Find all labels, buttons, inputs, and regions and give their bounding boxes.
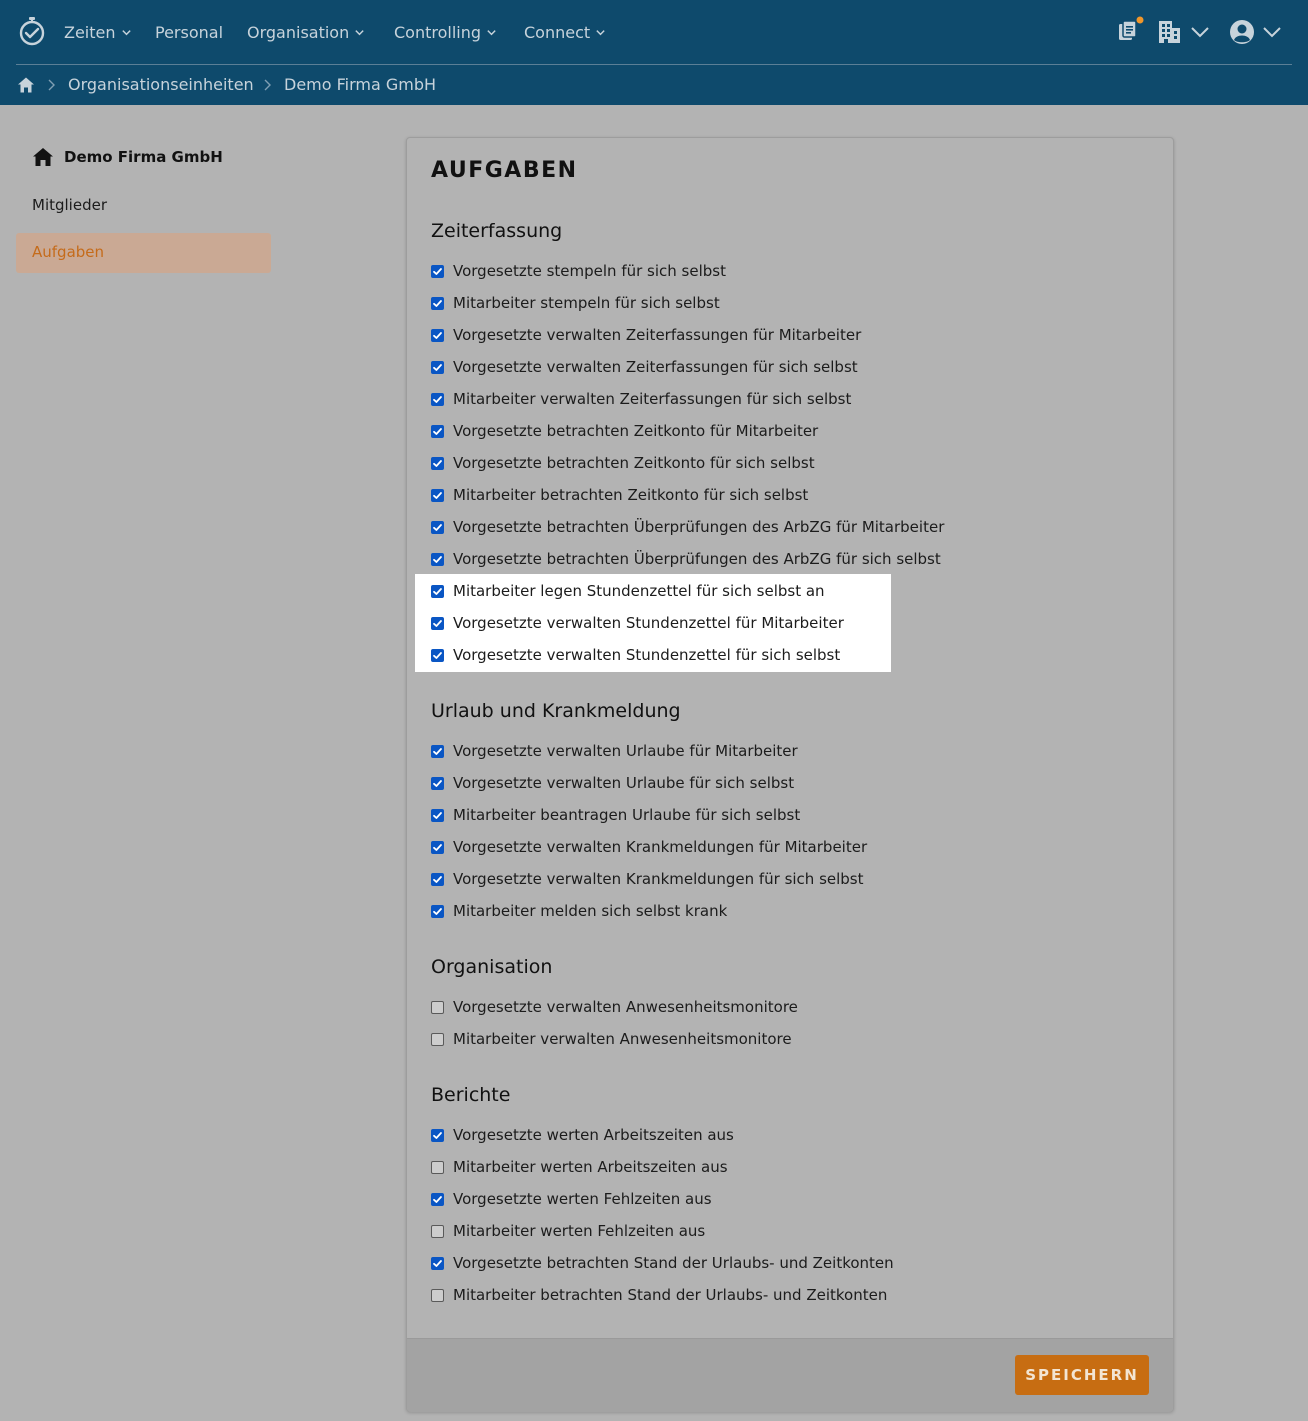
chevron-down-icon [486, 27, 497, 38]
task-label: Vorgesetzte verwalten Stundenzettel für sich selbst [453, 646, 841, 664]
chevron-down-icon [121, 27, 132, 38]
sidebar-item-label: Mitglieder [32, 196, 107, 214]
task-label: Mitarbeiter werten Fehlzeiten aus [453, 1222, 706, 1240]
task-checkbox-row[interactable] [431, 1023, 792, 1055]
checkbox-checked[interactable] [431, 1129, 444, 1142]
task-checkbox-row[interactable] [431, 607, 844, 639]
checkmark-icon [432, 330, 443, 341]
task-label: Vorgesetzte verwalten Urlaube für Mitarbeiter [453, 742, 798, 760]
task-label: Mitarbeiter werten Arbeitszeiten aus [453, 1158, 728, 1176]
checkbox-checked[interactable] [431, 425, 444, 438]
checkbox-checked[interactable] [431, 521, 444, 534]
clipboard-icon[interactable] [1116, 16, 1144, 44]
task-label: Vorgesetzte stempeln für sich selbst [453, 262, 726, 280]
task-label: Mitarbeiter legen Stundenzettel für sich selbst an [453, 582, 825, 600]
task-checkbox-row[interactable] [431, 447, 815, 479]
checkmark-icon [432, 778, 443, 789]
task-checkbox-row[interactable] [431, 1151, 728, 1183]
task-checkbox-row[interactable] [431, 831, 867, 863]
nav-item-zeiten[interactable] [64, 20, 132, 44]
checkbox-checked[interactable] [431, 649, 444, 662]
nav-item-connect[interactable] [524, 20, 606, 44]
task-checkbox-row[interactable] [431, 1215, 705, 1247]
section-title: Organisation [431, 956, 553, 978]
task-checkbox-row[interactable] [431, 639, 840, 671]
checkmark-icon [432, 394, 443, 405]
chevron-down-icon[interactable] [1262, 24, 1282, 40]
task-checkbox-row[interactable] [431, 1247, 894, 1279]
task-checkbox-row[interactable] [431, 255, 726, 287]
checkmark-icon [432, 874, 443, 885]
notification-dot [1137, 17, 1144, 24]
sidebar-title-label: Demo Firma GmbH [64, 148, 223, 166]
task-checkbox-row[interactable] [431, 511, 944, 543]
task-label: Vorgesetzte betrachten Zeitkonto für sich selbst [453, 454, 815, 472]
nav-item-organisation[interactable] [247, 20, 365, 44]
task-label: Vorgesetzte betrachten Stand der Urlaubs- und Zeitkonten [453, 1254, 894, 1272]
checkmark-icon [432, 842, 443, 853]
breadcrumb-item-current: Demo Firma GmbH [284, 75, 437, 94]
task-label: Vorgesetzte verwalten Zeiterfassungen für sich selbst [453, 358, 858, 376]
checkmark-icon [432, 1194, 443, 1205]
task-label: Vorgesetzte verwalten Zeiterfassungen für Mitarbeiter [453, 326, 862, 344]
checkbox-unchecked[interactable] [431, 1001, 444, 1014]
checkbox-checked[interactable] [431, 489, 444, 502]
task-checkbox-row[interactable] [431, 479, 808, 511]
sidebar-item-mitglieder[interactable] [32, 196, 107, 214]
checkmark-icon [432, 650, 443, 661]
task-label: Vorgesetzte verwalten Urlaube für sich selbst [453, 774, 795, 792]
task-label: Vorgesetzte verwalten Stundenzettel für Mitarbeiter [453, 614, 844, 632]
checkmark-icon [432, 586, 443, 597]
chevron-right-icon [46, 78, 56, 92]
nav-item-label: Controlling [394, 22, 482, 42]
task-label: Vorgesetzte werten Fehlzeiten aus [453, 1190, 712, 1208]
checkbox-unchecked[interactable] [431, 1033, 444, 1046]
checkbox-checked[interactable] [431, 457, 444, 470]
checkbox-checked[interactable] [431, 265, 444, 278]
tasks-card [406, 137, 1174, 1412]
task-checkbox-row[interactable] [431, 415, 818, 447]
task-checkbox-row[interactable] [431, 319, 861, 351]
checkmark-icon [432, 1130, 443, 1141]
task-label: Mitarbeiter verwalten Zeiterfassungen für sich selbst [453, 390, 852, 408]
task-label: Mitarbeiter stempeln für sich selbst [453, 294, 720, 312]
task-checkbox-row[interactable] [431, 1119, 734, 1151]
task-checkbox-row[interactable] [431, 1183, 712, 1215]
nav-item-label: Connect [524, 22, 591, 42]
chevron-down-icon[interactable] [1190, 24, 1210, 40]
nav-item-label: Personal [155, 22, 224, 42]
sidebar-item-aufgaben[interactable] [16, 233, 271, 273]
sidebar-item-label: Aufgaben [32, 243, 105, 261]
chevron-right-icon [262, 78, 272, 92]
section-title: Berichte [431, 1084, 511, 1106]
chevron-down-icon [595, 27, 606, 38]
task-label: Vorgesetzte betrachten Überprüfungen des ArbZG für sich selbst [453, 550, 941, 568]
checkbox-checked[interactable] [431, 393, 444, 406]
checkmark-icon [432, 906, 443, 917]
checkmark-icon [432, 362, 443, 373]
checkmark-icon [432, 810, 443, 821]
checkmark-icon [432, 426, 443, 437]
nav-item-personal[interactable] [155, 20, 223, 44]
checkbox-checked[interactable] [431, 777, 444, 790]
sidebar-title[interactable] [32, 145, 223, 169]
task-label: Mitarbeiter betrachten Stand der Urlaubs- und Zeitkonten [453, 1286, 888, 1304]
task-label: Mitarbeiter beantragen Urlaube für sich selbst [453, 806, 801, 824]
task-checkbox-row[interactable] [431, 575, 825, 607]
page-title: AUFGABEN [431, 158, 578, 183]
task-checkbox-row[interactable] [431, 351, 858, 383]
task-checkbox-row[interactable] [431, 991, 798, 1023]
breadcrumb [0, 65, 1308, 105]
building-icon[interactable] [1157, 19, 1183, 45]
task-checkbox-row[interactable] [431, 735, 798, 767]
checkbox-checked[interactable] [431, 585, 444, 598]
checkbox-checked[interactable] [431, 361, 444, 374]
task-checkbox-row[interactable] [431, 863, 864, 895]
checkbox-checked[interactable] [431, 841, 444, 854]
task-label: Vorgesetzte verwalten Krankmeldungen für Mitarbeiter [453, 838, 868, 856]
section-title: Urlaub und Krankmeldung [431, 700, 681, 722]
checkmark-icon [432, 490, 443, 501]
nav-item-controlling[interactable] [394, 20, 497, 44]
card-footer [407, 1338, 1173, 1412]
task-label: Vorgesetzte betrachten Zeitkonto für Mitarbeiter [453, 422, 819, 440]
task-checkbox-row[interactable] [431, 383, 851, 415]
checkmark-icon [432, 522, 443, 533]
nav-item-label: Zeiten [64, 22, 116, 42]
checkbox-checked[interactable] [431, 617, 444, 630]
task-label: Vorgesetzte werten Arbeitszeiten aus [453, 1126, 734, 1144]
checkbox-checked[interactable] [431, 1257, 444, 1270]
checkbox-checked[interactable] [431, 553, 444, 566]
checkbox-unchecked[interactable] [431, 1225, 444, 1238]
checkbox-checked[interactable] [431, 809, 444, 822]
section-title: Zeiterfassung [431, 220, 563, 242]
top-bar [0, 0, 1308, 105]
checkmark-icon [432, 266, 443, 277]
breadcrumb-item[interactable]: Organisationseinheiten [68, 75, 254, 94]
task-label: Mitarbeiter melden sich selbst krank [453, 902, 728, 920]
task-checkbox-row[interactable] [431, 799, 800, 831]
save-button[interactable]: SPEICHERN [1015, 1355, 1149, 1395]
task-label: Vorgesetzte verwalten Anwesenheitsmonitore [453, 998, 798, 1016]
checkbox-unchecked[interactable] [431, 1289, 444, 1302]
checkmark-icon [432, 298, 443, 309]
task-checkbox-row[interactable] [431, 1279, 887, 1311]
checkmark-icon [432, 618, 443, 629]
checkbox-checked[interactable] [431, 329, 444, 342]
checkbox-checked[interactable] [431, 905, 444, 918]
main-navigation [0, 0, 1308, 64]
task-checkbox-row[interactable] [431, 287, 720, 319]
task-checkbox-row[interactable] [431, 543, 941, 575]
home-icon[interactable] [17, 76, 35, 94]
checkmark-icon [432, 746, 443, 757]
user-account-icon[interactable] [1229, 19, 1255, 45]
checkbox-checked[interactable] [431, 297, 444, 310]
task-label: Vorgesetzte betrachten Überprüfungen des ArbZG für Mitarbeiter [453, 518, 945, 536]
task-label: Vorgesetzte verwalten Krankmeldungen für sich selbst [453, 870, 864, 888]
nav-item-label: Organisation [247, 22, 350, 42]
home-icon [32, 147, 54, 167]
checkmark-icon [432, 1258, 443, 1269]
checkbox-checked[interactable] [431, 745, 444, 758]
stopwatch-logo-icon[interactable] [16, 15, 48, 47]
task-label: Mitarbeiter betrachten Zeitkonto für sich selbst [453, 486, 809, 504]
task-label: Mitarbeiter verwalten Anwesenheitsmonitore [453, 1030, 792, 1048]
checkbox-checked[interactable] [431, 873, 444, 886]
checkbox-checked[interactable] [431, 1193, 444, 1206]
task-checkbox-row[interactable] [431, 895, 727, 927]
chevron-down-icon [354, 27, 365, 38]
task-checkbox-row[interactable] [431, 767, 794, 799]
checkmark-icon [432, 554, 443, 565]
checkbox-unchecked[interactable] [431, 1161, 444, 1174]
checkmark-icon [432, 458, 443, 469]
